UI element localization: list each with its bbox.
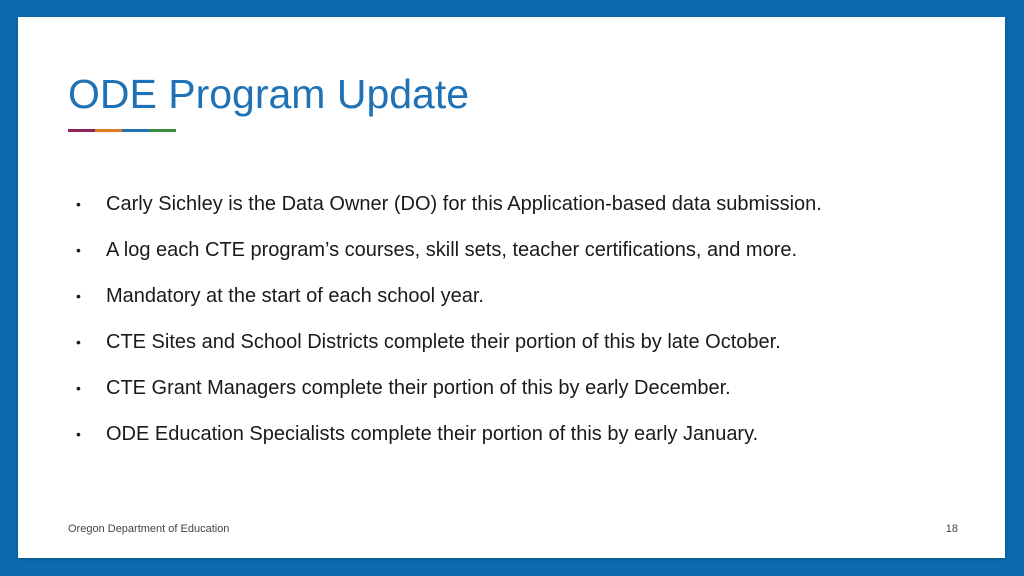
bullet-item bbox=[68, 417, 822, 463]
bullet-item bbox=[68, 233, 822, 279]
bullet-item bbox=[68, 371, 822, 417]
bullet-dot: • bbox=[76, 242, 81, 258]
bullet-dot: • bbox=[76, 380, 81, 396]
slide-title: ODE Program Update bbox=[68, 71, 470, 117]
bullet-dot: • bbox=[76, 288, 81, 304]
bullet-text: CTE Sites and School Districts complete their portion of this by late October. bbox=[106, 331, 781, 353]
page-number: 18 bbox=[945, 523, 958, 535]
bullet-list bbox=[68, 187, 822, 463]
bullet-text: A log each CTE program’s courses, skill sets, teacher certifications, and more. bbox=[106, 239, 798, 261]
bullet-text: CTE Grant Managers complete their portion of this by early December. bbox=[106, 377, 731, 399]
footer-organization: Oregon Department of Education bbox=[68, 523, 230, 535]
bullet-dot: • bbox=[76, 426, 81, 442]
accent-segment-1 bbox=[68, 129, 95, 132]
bullet-dot: • bbox=[76, 196, 81, 212]
bullet-dot: • bbox=[76, 334, 81, 350]
accent-segment-3 bbox=[122, 129, 149, 132]
accent-segment-2 bbox=[95, 129, 122, 132]
bullet-item bbox=[68, 325, 822, 371]
bullet-text: Mandatory at the start of each school year. bbox=[106, 285, 484, 307]
bullet-text: ODE Education Specialists complete their portion of this by early January. bbox=[106, 423, 759, 445]
bullet-item bbox=[68, 187, 822, 233]
title-accent-bar bbox=[68, 129, 176, 132]
accent-segment-4 bbox=[149, 129, 176, 132]
slide-canvas bbox=[18, 17, 1005, 558]
bullet-item bbox=[68, 279, 822, 325]
bullet-text: Carly Sichley is the Data Owner (DO) for this Application-based data submission. bbox=[106, 193, 822, 215]
